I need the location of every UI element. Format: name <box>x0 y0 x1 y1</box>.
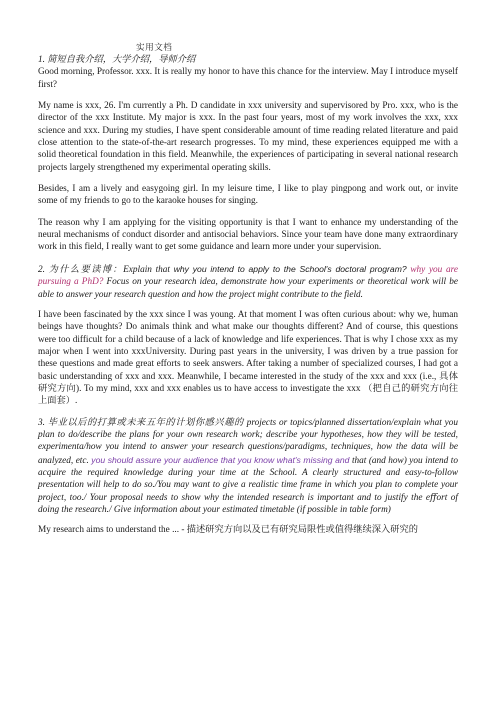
section-2-title-program: why you intend to apply to the School's doctoral program? <box>173 263 407 274</box>
section-2-title-lead: 2. 为什么要读博：Explain that <box>38 264 174 275</box>
section-3-body: My research aims to understand the ... - 描述研究方向以及已有研究局限性或值得继续深入研究的 <box>38 525 418 536</box>
section-3-title-lead: 3. 毕业以后的打算或未来五年的计划你感兴趣的 projects or topics/planned dissertation/explain what you plan to do/describe the plans for your own research work; describe your hypotheses, how they will be tested, experimenta/how you intend to answer your research questions/paradigms, techniques, how the data will be analyzed, etc. <box>38 417 458 466</box>
self-intro-paragraph: My name is xxx, 26. I'm currently a Ph. D candidate in xxx university and supervisored by Pro. xxx, who is the director of the xxx Institute. My major is xxx. In the past four years, most of my work involves the xxx, xxx science and xxx. During my studies, I have spent considerable amount of time reading related literature and paid close attention to the state-of-the-art research progresses. To my mind, these experiences equipped me with a solid theoretical foundation in this field. Meanwhile, the experiences of participating in several national research projects largely strengthened my experimental operating skills. <box>38 101 458 173</box>
reason-paragraph: The reason why I am applying for the visiting opportunity is that I want to enhance my understanding of the neural mechanisms of conduct disorder and antisocial behaviors. Since your team have done many extraordinary work in this field, I really want to get some guidance and learn more under your supervision. <box>38 217 458 253</box>
greeting-paragraph: Good morning, Professor. xxx. It is really my honor to have this chance for the interview. May I introduce myself first? <box>38 67 458 90</box>
section-2-title-focus: Focus on your research idea, demonstrate how your experiments or theoretical work will be able to answer your research question and how the project might contribute to the field. <box>38 277 458 300</box>
document-body <box>38 54 458 537</box>
page-header: 实用文档 <box>136 42 173 52</box>
section-3-title <box>38 417 458 517</box>
section-3-title-assure: you should assure your audience that you know what's missing and <box>91 454 350 465</box>
section-2-title-why-phd: why you are pursuing a PhD? <box>38 264 458 288</box>
section-2-title <box>38 263 458 301</box>
section-1-title: 1. 简短自我介绍，大学介绍，导师介绍 <box>38 55 196 65</box>
hobby-paragraph: Besides, I am a lively and easygoing girl. In my leisure time, I like to play pingpong and work out, or invite some of my friends to go to the karaoke houses for singing. <box>38 184 458 207</box>
section-3-title-rest: that (and how) you intend to acquire the required knowledge during your time at the School. A clearly structured and easy-to-follow presentation will help to do so./You may want to give a realistic time frame in which you plan to complete your project, too./ Your proposal needs to show why the intended research is important and to justify the eﬀort of doing the research./ Give information about your estimated timetable (if possible in table form) <box>38 455 458 515</box>
section-2-body: I have been fascinated by the xxx since I was young. At that moment I was often curious about: why we, human beings have thoughts? Do animals think and what make our thoughts different? And of course, this questions were too difficult for a child because of a lack of knowledge and life experiences. That is why I chose xxx as my major when I went into xxxUniversity. During past years in the university, I was driven by a true passion for these questions and made great efforts to seek answers. After taking a number of specialized courses, I had got a basic understanding of xxx and xxx. Meanwhile, I became interested in the study of the xxx and xxx (i.e., 具体研究方向). To my mind, xxx and xxx enables us to have access to investigate the xxx （把自己的研究方向往上面套）. <box>38 309 458 407</box>
